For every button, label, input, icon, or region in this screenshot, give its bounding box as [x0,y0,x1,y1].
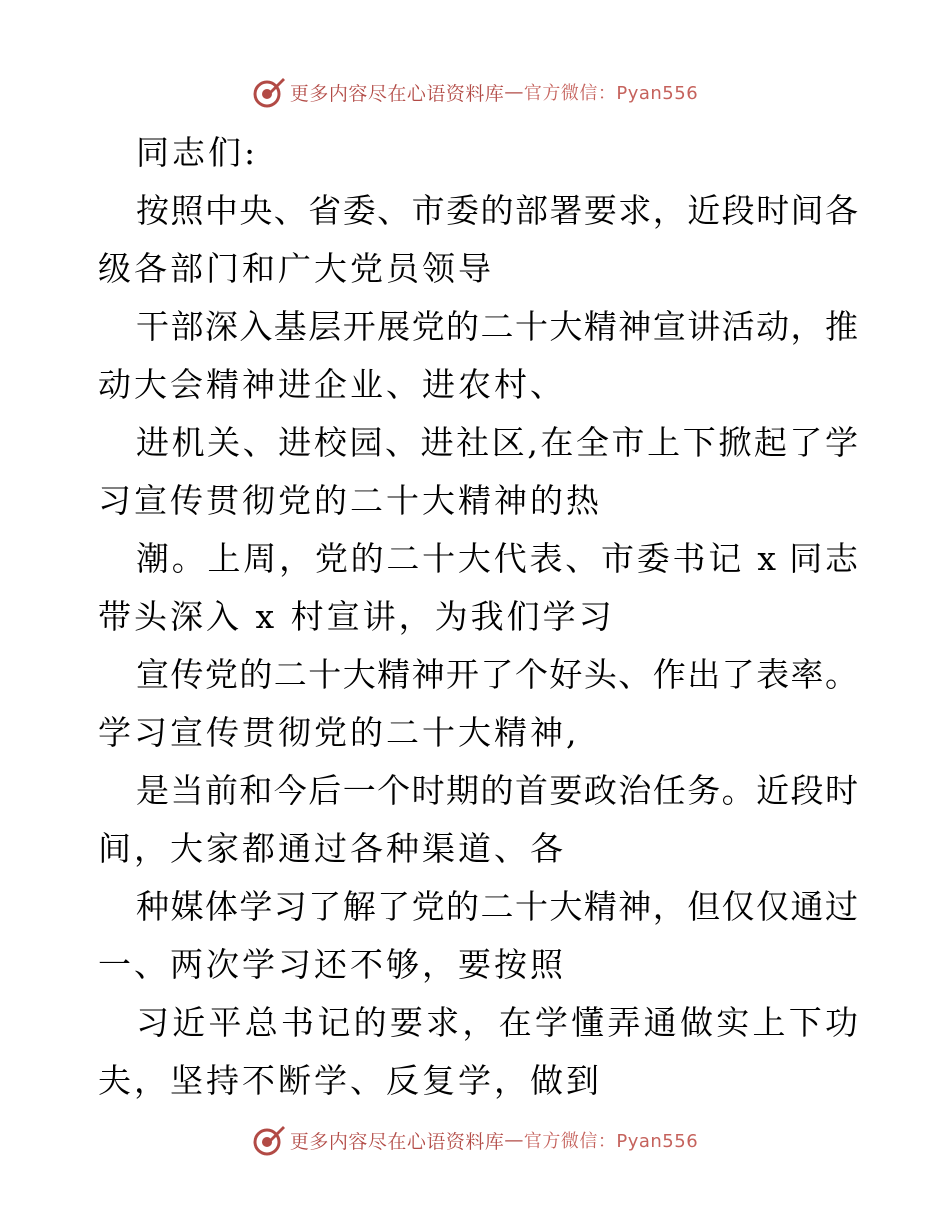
document-body [98,124,858,1110]
watermark-official-text: 官方微信：Pyan556 [523,83,699,104]
body-line: 按照中央、省委、市委的部署要求，近段时间各 [136,191,858,230]
watermark-dash: — [504,1129,524,1151]
body-line: 带头深入 x 村宣讲，为我们学习 [98,597,615,636]
body-line: 习近平总书记的要求，在学懂弄通做实上下功 [136,1003,858,1042]
body-line: 学习宣传贯彻党的二十大精神, [98,713,580,752]
body-line: 间，大家都通过各种渠道、各 [98,829,566,868]
watermark-brand-text: 更多内容尽在心语资料库 [289,82,505,105]
watermark-dash: — [504,81,524,103]
watermark-brand-text: 更多内容尽在心语资料库 [289,1130,505,1153]
body-line: 干部深入基层开展党的二十大精神宣讲活动，推 [136,307,858,346]
body-line: 进机关、进校园、进社区,在全市上下掀起了学 [136,423,858,462]
body-line: 习宣传贯彻党的二十大精神的热 [98,481,602,520]
body-line: 种媒体学习了解了党的二十大精神，但仅仅通过 [136,887,858,926]
header-watermark [0,72,950,112]
body-line: 潮。上周，党的二十大代表、市委书记 x 同志 [136,539,858,578]
body-line: 同志们: [136,133,259,172]
body-line: 宣传党的二十大精神开了个好头、作出了表率。 [136,655,858,694]
body-line: 夫，坚持不断学、反复学，做到 [98,1061,602,1100]
watermark-official-text: 官方微信：Pyan556 [523,1131,699,1152]
body-line: 一、两次学习还不够，要按照 [98,945,566,984]
body-line: 级各部门和广大党员领导 [98,249,494,288]
body-line: 是当前和今后一个时期的首要政治任务。近段时 [136,771,858,810]
footer-watermark [0,1120,950,1160]
quill-logo-icon [252,75,286,109]
quill-logo-icon [252,1123,286,1157]
body-line: 动大会精神进企业、进农村、 [98,365,566,404]
